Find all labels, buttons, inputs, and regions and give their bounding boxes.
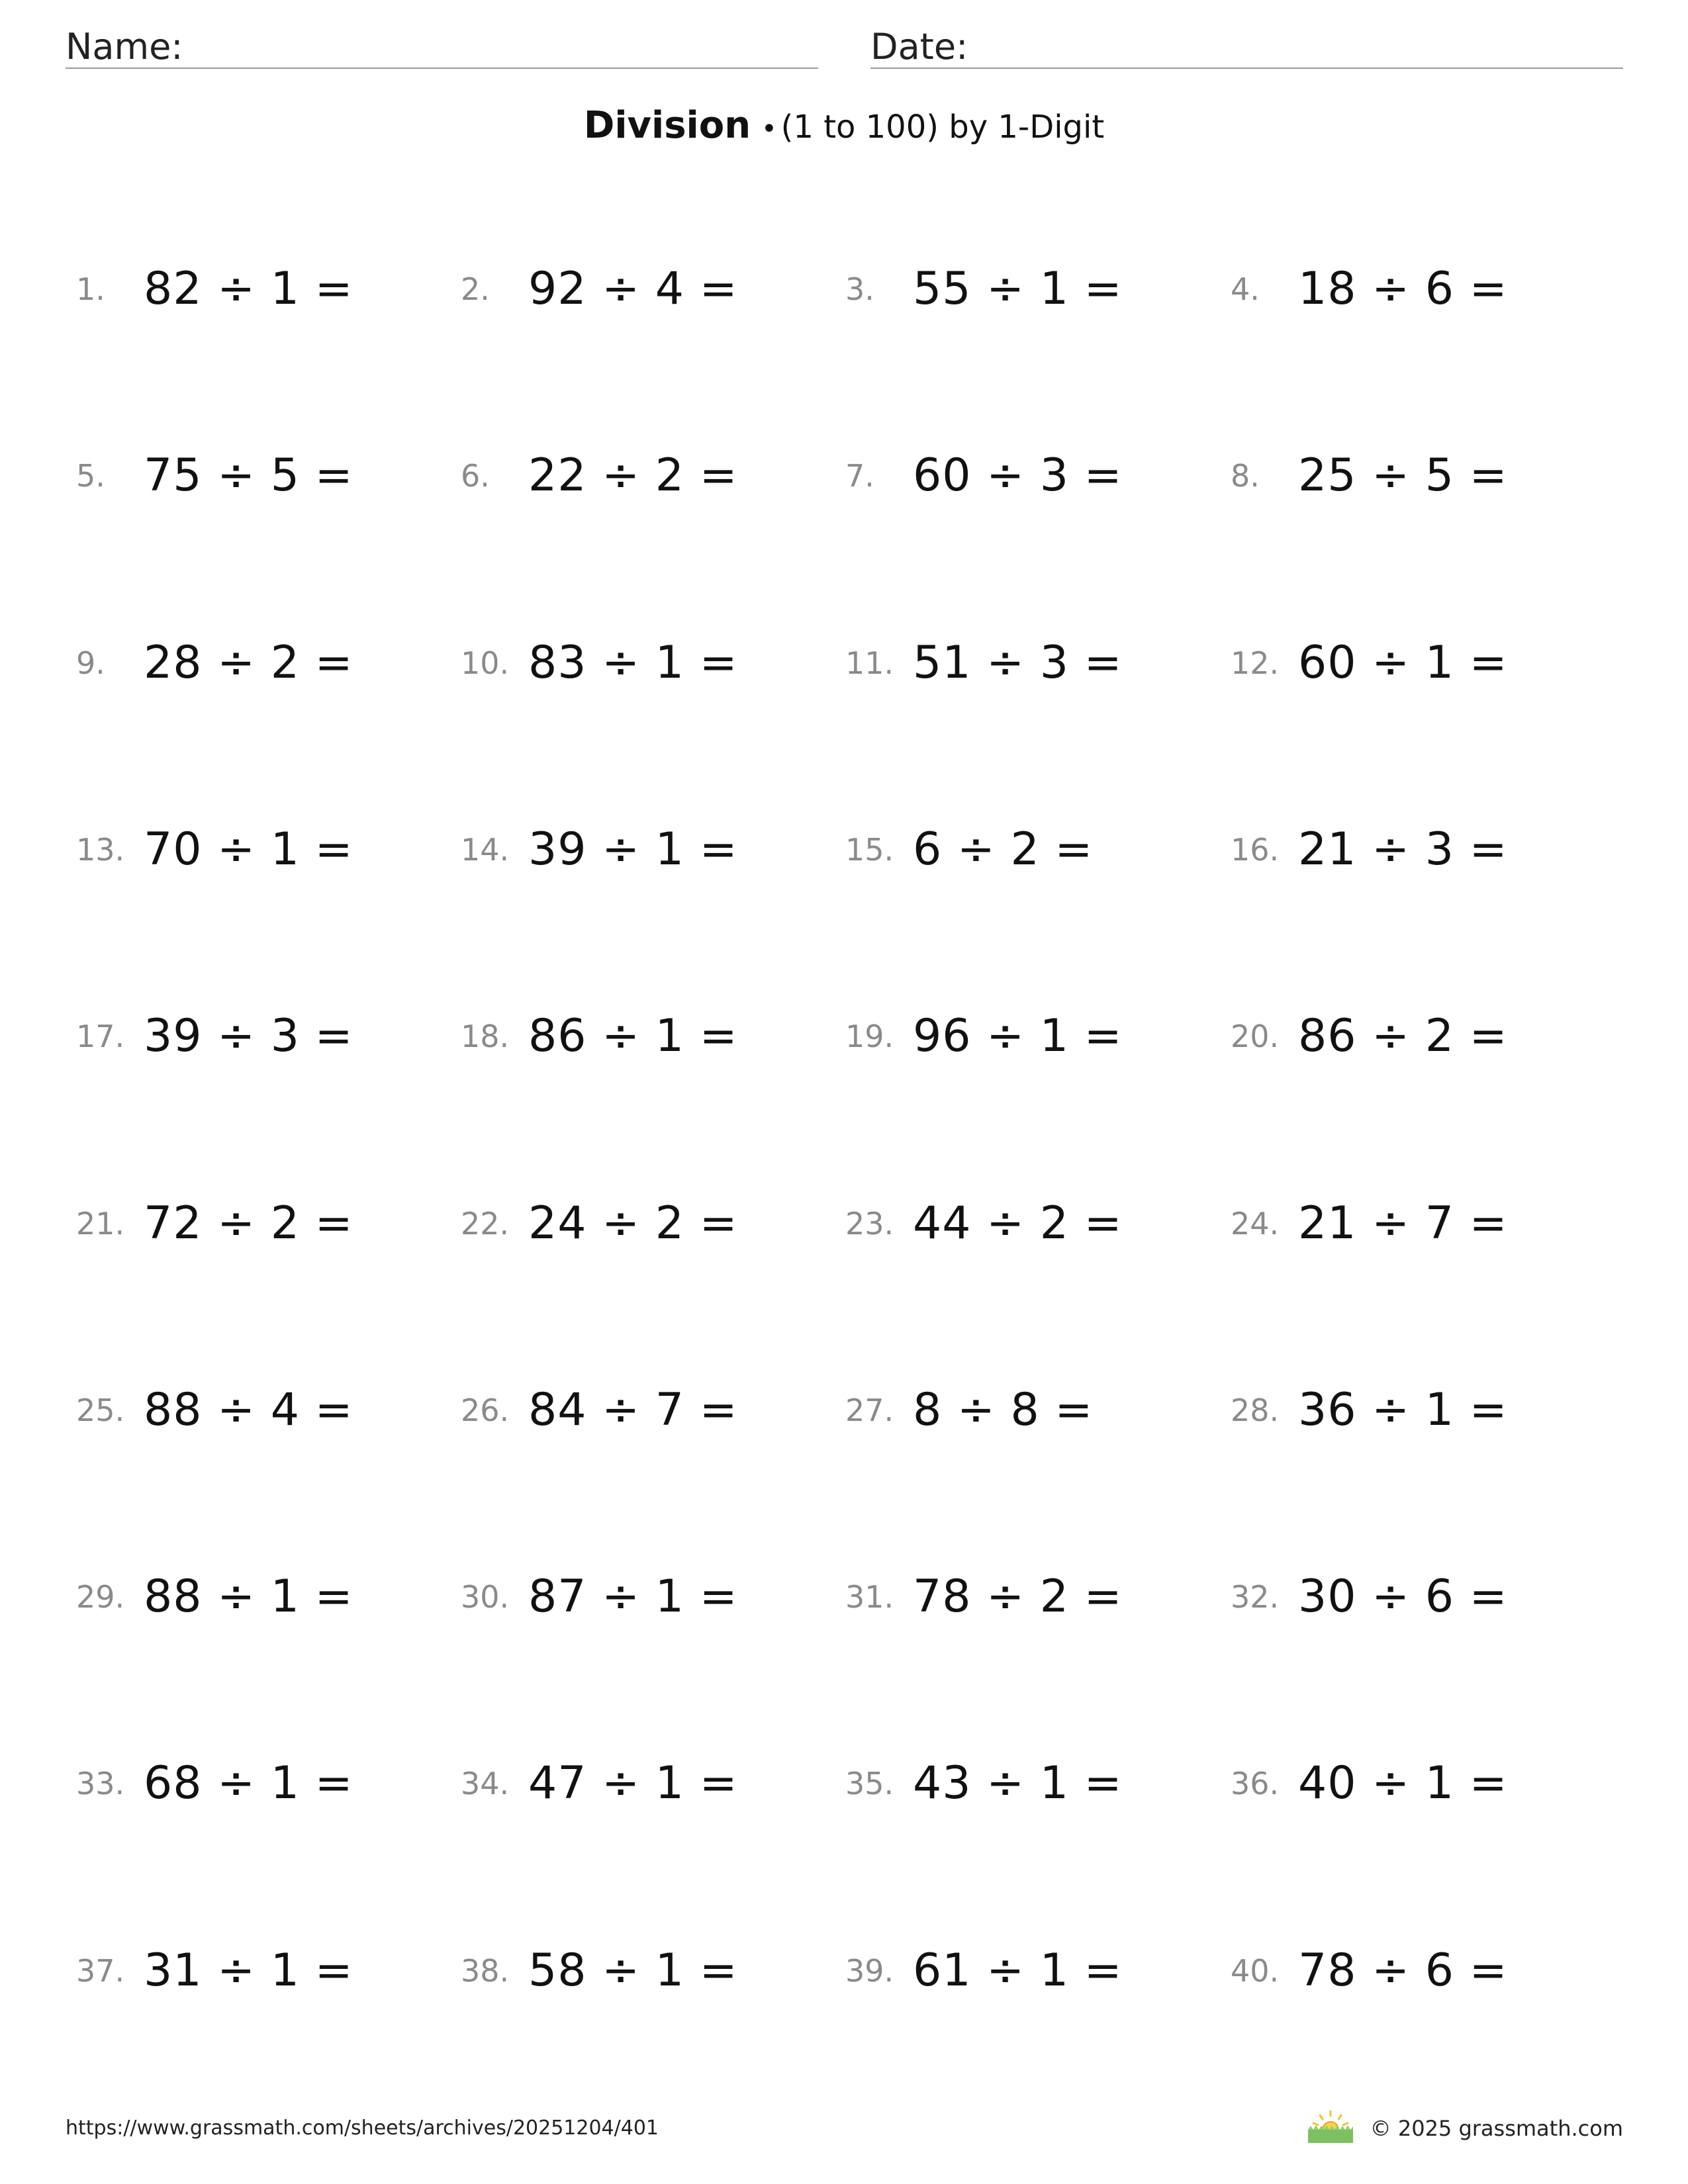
problem-expression: 31 ÷ 1 = [144,1944,353,1997]
problem-number: 19. [845,1019,894,1054]
problem-expression: 6 ÷ 2 = [913,823,1094,876]
problem-expression: 84 ÷ 7 = [528,1384,738,1436]
date-field[interactable] [870,25,1623,69]
problem-item [461,1751,831,1817]
problem-number: 16. [1231,832,1280,868]
problem-expression: 43 ÷ 1 = [913,1757,1123,1809]
problem-number: 20. [1231,1019,1280,1054]
problem-item [461,817,831,883]
problem-expression: 8 ÷ 8 = [913,1384,1094,1436]
problem-item [76,1938,447,2004]
worksheet-title [0,104,1688,147]
problem-item [1231,1751,1601,1817]
problem-item [461,1191,831,1257]
footer-copyright: © 2025 grassmath.com [1370,2116,1623,2141]
problem-expression: 21 ÷ 7 = [1298,1197,1508,1250]
problem-number: 23. [845,1206,894,1242]
problem-expression: 86 ÷ 1 = [528,1010,738,1062]
problem-number: 27. [845,1392,894,1428]
problem-item [76,1564,447,1630]
problem-item [461,1003,831,1069]
problem-expression: 75 ÷ 5 = [144,449,353,502]
problem-item [461,1564,831,1630]
problem-expression: 92 ÷ 4 = [528,263,738,315]
problem-number: 40. [1231,1953,1280,1989]
problem-number: 7. [845,458,874,494]
problem-item [845,1377,1216,1443]
problem-expression: 36 ÷ 1 = [1298,1384,1508,1436]
problem-expression: 88 ÷ 1 = [144,1570,353,1623]
problem-expression: 58 ÷ 1 = [528,1944,738,1997]
problem-number: 37. [76,1953,125,1989]
problem-number: 11. [845,645,894,681]
title-separator: • [761,114,777,144]
problem-item [845,443,1216,509]
problem-item [1231,1564,1601,1630]
problem-item [1231,1938,1601,2004]
problem-expression: 44 ÷ 2 = [913,1197,1123,1250]
footer-url: https://www.grassmath.com/sheets/archives/20251204/401 [66,2116,659,2140]
problem-item [76,817,447,883]
sun-over-grass-icon [1307,2110,1354,2147]
problem-item [461,630,831,696]
problem-expression: 55 ÷ 1 = [913,263,1123,315]
problem-expression: 82 ÷ 1 = [144,263,353,315]
problem-expression: 61 ÷ 1 = [913,1944,1123,1997]
problem-number: 1. [76,271,105,307]
problem-expression: 28 ÷ 2 = [144,637,353,689]
problem-item [461,256,831,322]
problem-item [845,256,1216,322]
problem-number: 13. [76,832,125,868]
footer-branding [1307,2111,1623,2146]
problem-number: 25. [76,1392,125,1428]
problem-number: 17. [76,1019,125,1054]
problem-expression: 22 ÷ 2 = [528,449,738,502]
problem-expression: 72 ÷ 2 = [144,1197,353,1250]
problem-number: 32. [1231,1579,1280,1615]
title-subtitle: (1 to 100) by 1-Digit [780,109,1105,146]
problem-item [1231,443,1601,509]
problem-number: 31. [845,1579,894,1615]
problem-item [76,443,447,509]
problem-expression: 40 ÷ 1 = [1298,1757,1508,1809]
problem-expression: 88 ÷ 4 = [144,1384,353,1436]
problem-item [76,1191,447,1257]
problem-item [845,1003,1216,1069]
name-field[interactable] [66,25,818,69]
problem-number: 2. [461,271,490,307]
problem-item [461,443,831,509]
problem-expression: 39 ÷ 3 = [144,1010,353,1062]
problem-number: 30. [461,1579,510,1615]
problem-expression: 51 ÷ 3 = [913,637,1123,689]
name-label: Name: [66,26,183,68]
problem-item [845,1938,1216,2004]
problem-number: 9. [76,645,105,681]
problem-number: 14. [461,832,510,868]
problem-expression: 96 ÷ 1 = [913,1010,1123,1062]
problem-number: 29. [76,1579,125,1615]
problem-item [845,1751,1216,1817]
problem-expression: 47 ÷ 1 = [528,1757,738,1809]
problem-number: 8. [1231,458,1260,494]
problem-item [461,1377,831,1443]
problem-number: 26. [461,1392,510,1428]
problem-item [76,630,447,696]
problem-item [1231,1191,1601,1257]
problem-number: 24. [1231,1206,1280,1242]
problem-expression: 60 ÷ 1 = [1298,637,1508,689]
problem-number: 3. [845,271,874,307]
problem-expression: 60 ÷ 3 = [913,449,1123,502]
problem-expression: 83 ÷ 1 = [528,637,738,689]
problem-expression: 87 ÷ 1 = [528,1570,738,1623]
problem-expression: 39 ÷ 1 = [528,823,738,876]
problem-expression: 30 ÷ 6 = [1298,1570,1508,1623]
problem-expression: 18 ÷ 6 = [1298,263,1508,315]
problem-item [76,1751,447,1817]
problem-item [1231,1003,1601,1069]
problem-item [76,256,447,322]
problem-number: 6. [461,458,490,494]
problem-number: 22. [461,1206,510,1242]
problem-number: 12. [1231,645,1280,681]
problem-item [461,1938,831,2004]
problem-expression: 21 ÷ 3 = [1298,823,1508,876]
problem-number: 39. [845,1953,894,1989]
problem-expression: 68 ÷ 1 = [144,1757,353,1809]
problem-number: 5. [76,458,105,494]
problem-expression: 78 ÷ 6 = [1298,1944,1508,1997]
problem-item [76,1003,447,1069]
problem-expression: 86 ÷ 2 = [1298,1010,1508,1062]
problem-number: 28. [1231,1392,1280,1428]
problem-number: 18. [461,1019,510,1054]
problem-item [76,1377,447,1443]
date-label: Date: [870,26,968,68]
problem-item [845,817,1216,883]
problem-item [1231,817,1601,883]
problem-item [1231,630,1601,696]
problem-number: 15. [845,832,894,868]
problem-number: 38. [461,1953,510,1989]
problem-item [1231,256,1601,322]
problem-number: 34. [461,1766,510,1801]
problem-expression: 24 ÷ 2 = [528,1197,738,1250]
problem-number: 10. [461,645,510,681]
problem-item [845,1191,1216,1257]
problem-expression: 25 ÷ 5 = [1298,449,1508,502]
problem-number: 36. [1231,1766,1280,1801]
problem-number: 35. [845,1766,894,1801]
problem-number: 33. [76,1766,125,1801]
problem-item [845,630,1216,696]
problem-item [1231,1377,1601,1443]
problem-expression: 70 ÷ 1 = [144,823,353,876]
problem-number: 4. [1231,271,1260,307]
problem-item [845,1564,1216,1630]
title-main: Division [583,104,751,147]
problem-expression: 78 ÷ 2 = [913,1570,1123,1623]
problem-number: 21. [76,1206,125,1242]
